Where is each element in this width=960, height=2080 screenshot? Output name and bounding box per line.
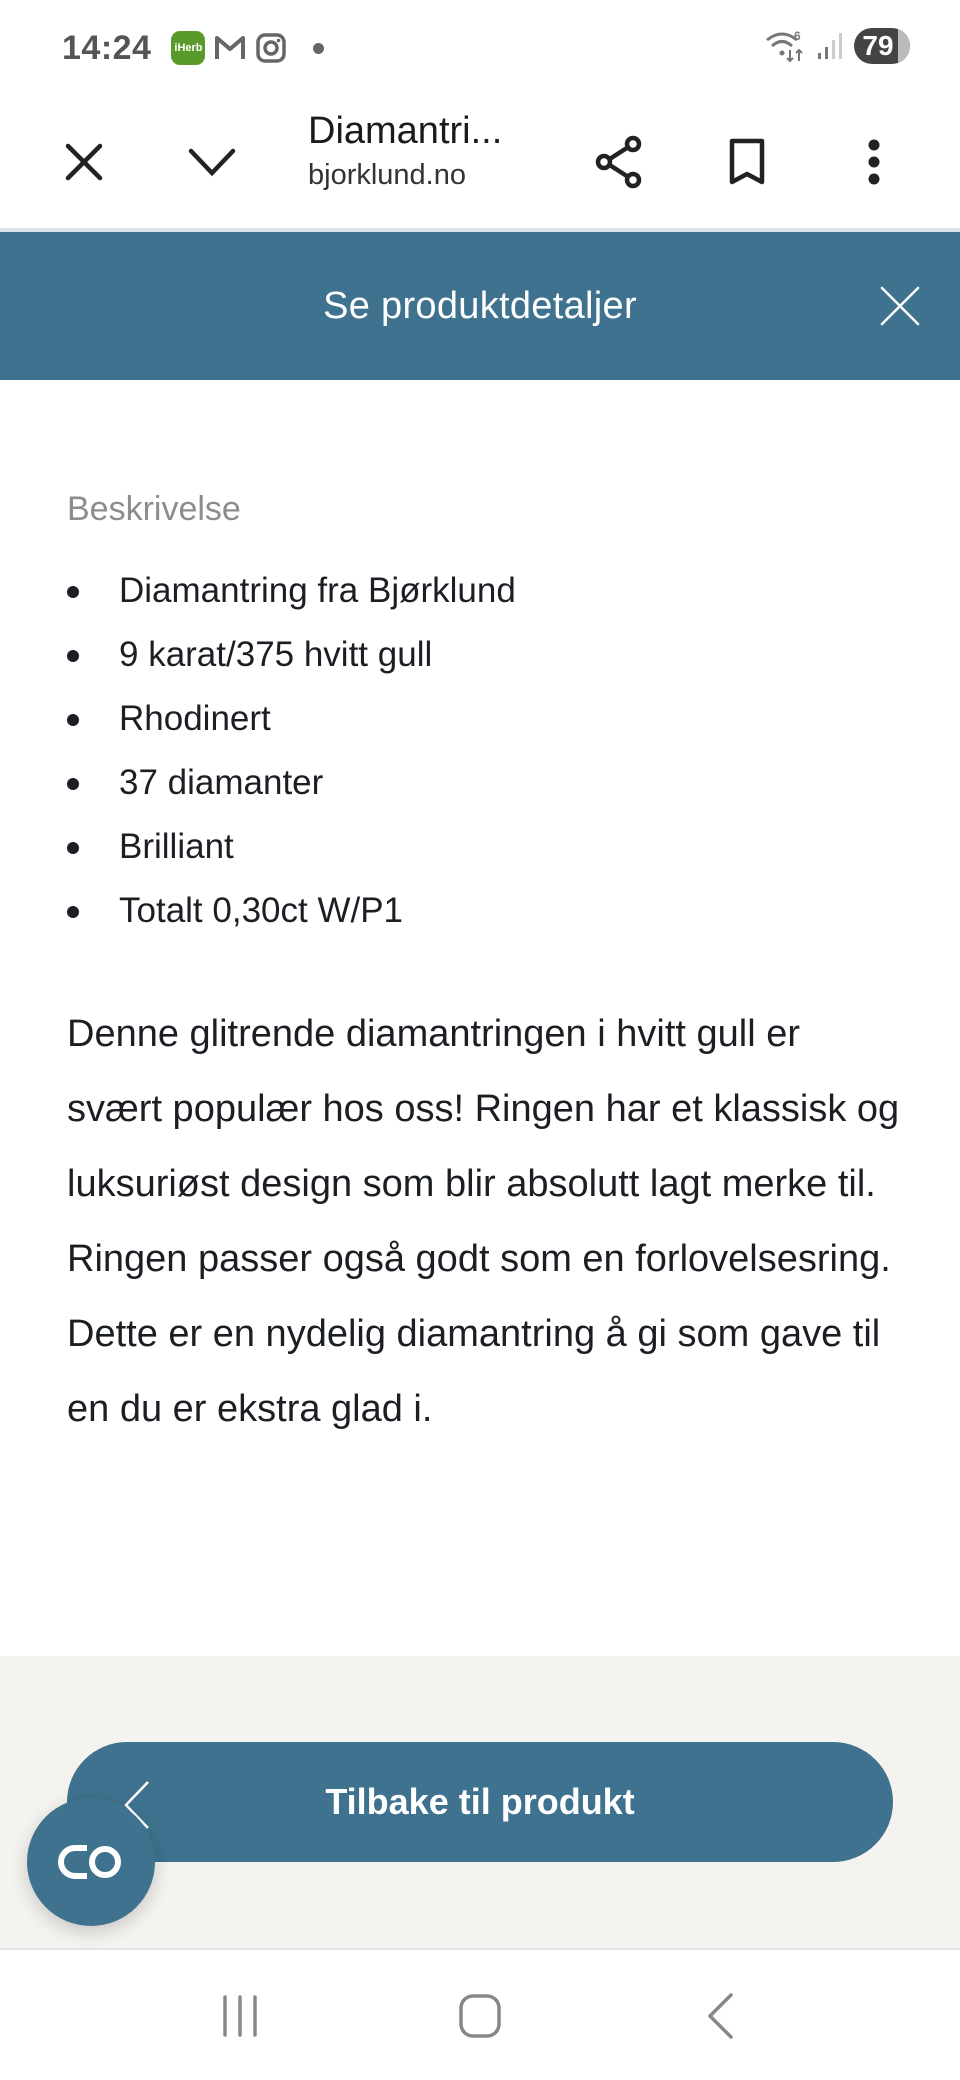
chevron-down-icon [188, 147, 236, 177]
bookmark-button[interactable] [715, 130, 779, 194]
back-button-label: Tilbake til produkt [325, 1781, 635, 1822]
svg-text:6: 6 [794, 29, 801, 43]
description-label: Beskrivelse [67, 490, 241, 528]
page-title: Diamantri... [308, 110, 503, 152]
feature-item: Diamantring fra Bjørklund [67, 559, 907, 623]
banner-close-button[interactable] [876, 282, 924, 330]
home-button[interactable] [440, 1976, 520, 2056]
bookmark-icon [727, 137, 767, 187]
notification-icons [171, 31, 324, 65]
page-info[interactable] [308, 110, 558, 192]
more-options-button[interactable] [842, 130, 906, 194]
status-bar [0, 0, 960, 96]
feature-item: 37 diamanter [67, 751, 907, 815]
gmail-icon [213, 33, 247, 63]
footer-area [0, 1656, 960, 1950]
status-time: 14:24 [62, 28, 152, 67]
description-paragraph: Denne glitrende diamantringen i hvitt gull er svært populær hos oss! Ringen har et klassisk og luksuriøst design som blir absolutt lagt merke til. Ringen passer også godt som en forlovelsesring. Dette er en nydelig diamantring å gi som gave til en du er ekstra glad i. [67, 1013, 900, 1430]
minimize-button[interactable] [180, 130, 244, 194]
banner-title: Se produktdetaljer [323, 284, 637, 327]
chat-fab-button[interactable] [27, 1798, 155, 1926]
product-details-banner [0, 232, 960, 380]
back-button[interactable] [680, 1976, 760, 2056]
iherb-icon: iHerb [171, 31, 205, 65]
close-icon [876, 282, 924, 330]
co-chat-icon [57, 1842, 125, 1882]
feature-list [67, 559, 907, 943]
system-icons [764, 28, 910, 64]
home-icon [458, 1993, 502, 2039]
recents-icon [220, 1994, 260, 2038]
share-icon [593, 135, 645, 189]
feature-item: Totalt 0,30ct W/P1 [67, 879, 907, 943]
close-icon [64, 142, 104, 182]
share-button[interactable] [587, 130, 651, 194]
instagram-icon [255, 32, 287, 64]
battery-level: 79 [862, 30, 894, 61]
feature-item: Rhodinert [67, 687, 907, 751]
back-to-product-button[interactable] [67, 1742, 893, 1862]
feature-item: Brilliant [67, 815, 907, 879]
browser-toolbar [0, 96, 960, 232]
back-icon [705, 1992, 735, 2040]
signal-icon [816, 31, 844, 61]
more-vert-icon [867, 137, 881, 187]
feature-item: 9 karat/375 hvitt gull [67, 623, 907, 687]
recents-button[interactable] [200, 1976, 280, 2056]
close-tab-button[interactable] [52, 130, 116, 194]
page-url: bjorklund.no [308, 159, 466, 191]
battery-indicator [854, 28, 910, 64]
system-nav-bar [0, 1952, 960, 2080]
more-notifications-dot [313, 43, 324, 54]
wifi-icon [764, 28, 806, 64]
description-section [67, 490, 907, 1447]
